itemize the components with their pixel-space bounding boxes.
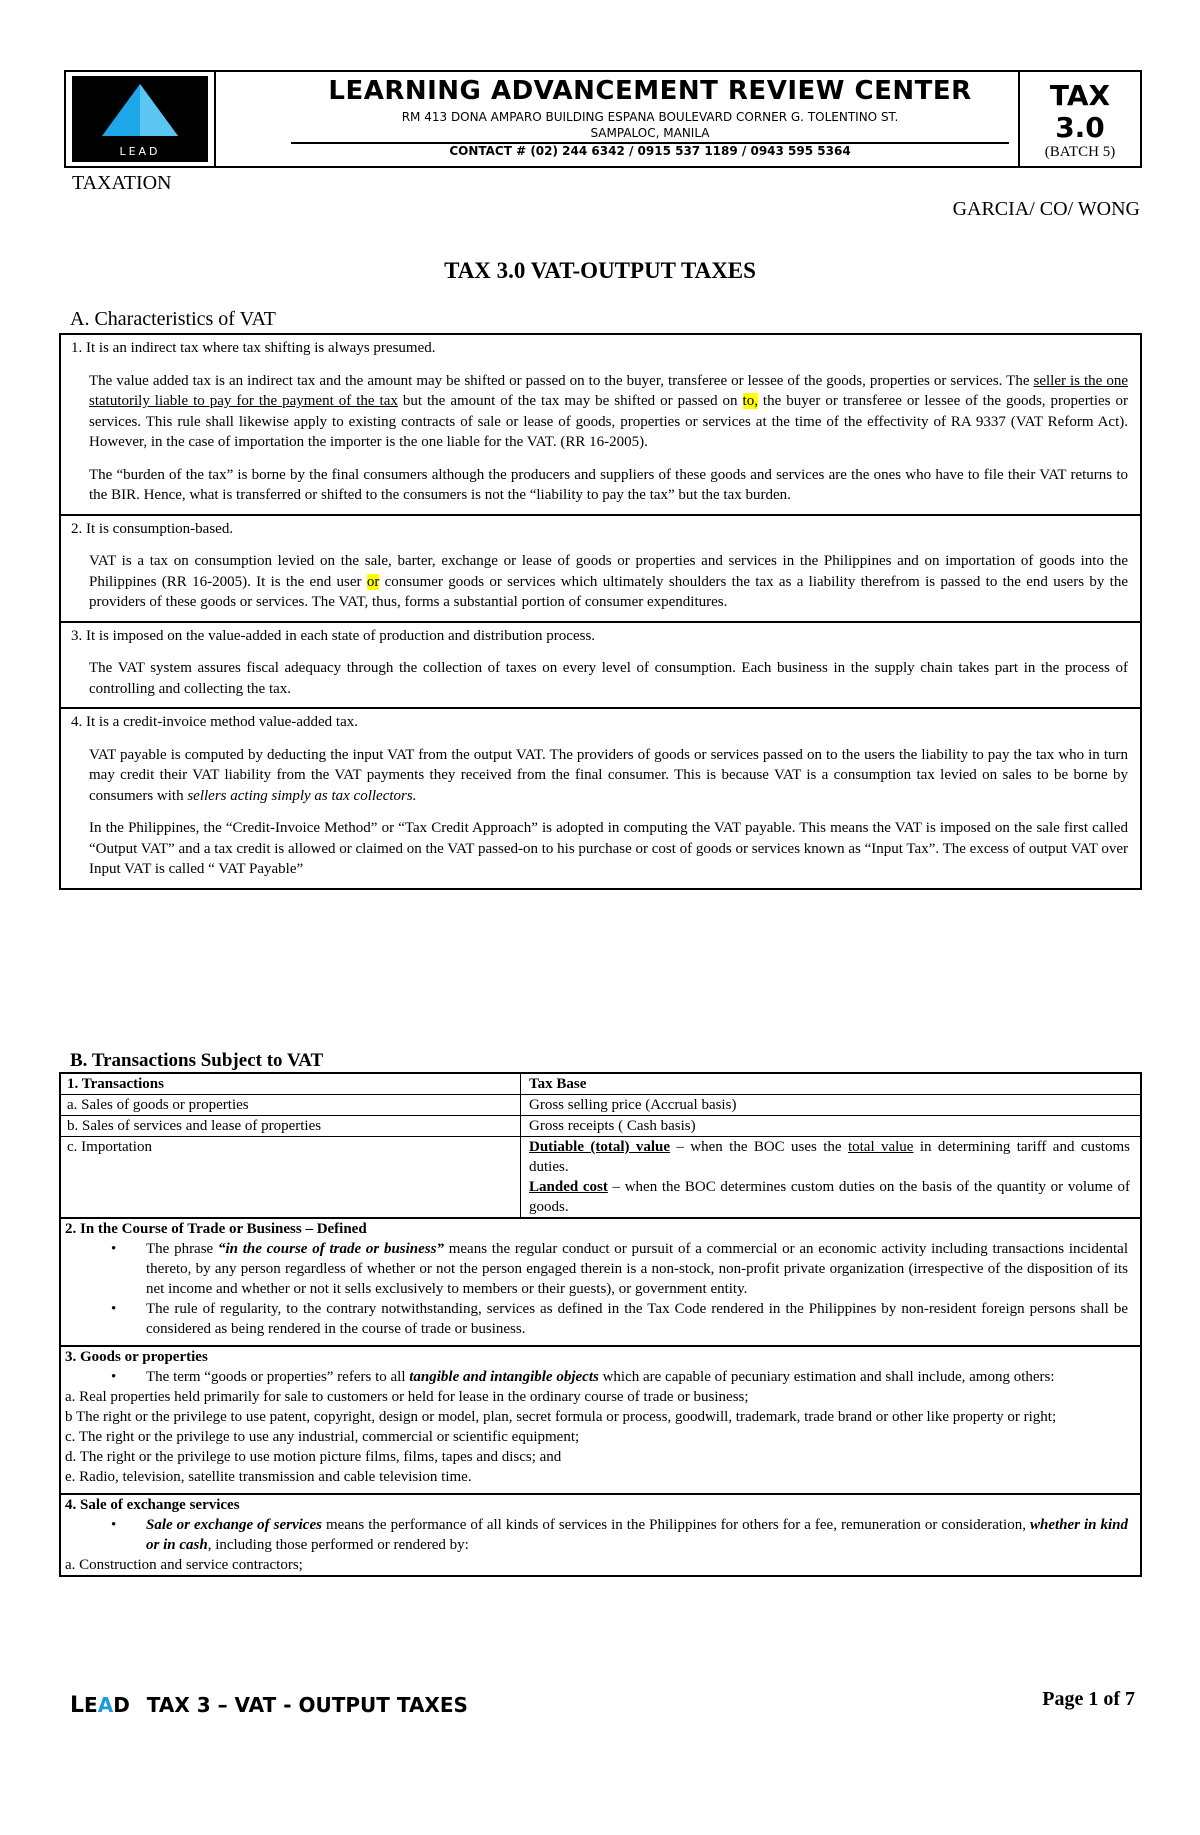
footer-logo-letter: D (113, 1693, 130, 1717)
vat-characteristic-3 (61, 621, 1140, 708)
highlight: to, (742, 393, 758, 409)
footer-brand (70, 1693, 468, 1718)
table-row (61, 1094, 1140, 1115)
section-a-box (59, 333, 1142, 890)
goods-properties-block (61, 1345, 1140, 1493)
footer-logo-letter: A (97, 1693, 114, 1717)
item-heading: 3. It is imposed on the value-added in each state of production and distribution process. (71, 627, 596, 644)
block-heading: 3. Goods or properties (65, 1349, 208, 1365)
section-b-heading: B. Transactions Subject to VAT (70, 1050, 324, 1071)
table-header: Tax Base (529, 1076, 587, 1092)
page-number: Page 1 of 7 (1042, 1688, 1135, 1710)
list-item: a. Construction and service contractors; (65, 1557, 303, 1573)
list-item: e. Radio, television, satellite transmission and cable television time. (65, 1469, 472, 1485)
course-code: TAX 3.0 (1049, 79, 1111, 144)
address (316, 109, 984, 141)
logo-text: LEAD (119, 145, 161, 158)
address-line-2: SAMPALOC, MANILA (590, 126, 710, 140)
table-cell: b. Sales of services and lease of properties (61, 1116, 521, 1136)
trade-or-business-block (61, 1217, 1140, 1345)
list-item: c. The right or the privilege to use any industrial, commercial or scientific equipment; (65, 1429, 580, 1445)
bullet-item: • Sale or exchange of services means the performance of all kinds of services in the Philippines for others for a fee, remuneration or consideration, whether in kind or in cash, including those performed or rendered by: (65, 1515, 1128, 1555)
footer-logo-letter: E (84, 1693, 98, 1717)
authors-label: GARCIA/ CO/ WONG (952, 198, 1140, 220)
item-heading: 1. It is an indirect tax where tax shifting is always presumed. (71, 340, 436, 356)
bullet-item: • The phrase “in the course of trade or business” means the regular conduct or pursuit of a commercial or an economic activity including transactions incidental thereto, by any person regardless of whether or not the person engaged therein is a non-stock, non-profit private organization (irrespective of the disposition of its net income and whether or not it sells exclusively to members or their guests), or government entity. (65, 1239, 1128, 1299)
block-heading: 2. In the Course of Trade or Business – Defined (65, 1221, 367, 1237)
address-line-1: RM 413 DONA AMPARO BUILDING ESPANA BOULEVARD CORNER G. TOLENTINO ST. (401, 110, 899, 124)
list-item: a. Real properties held primarily for sale to customers or held for lease in the ordinary course of trade or business; (65, 1389, 749, 1405)
paragraph: The VAT system assures fiscal adequacy through the collection of taxes on every level of consumption. Each business in the supply chain takes part in the process of controlling and collecting the tax. (89, 660, 1128, 697)
footer-title: TAX 3 – VAT - OUTPUT TAXES (146, 1693, 468, 1717)
bullet-item: • The term “goods or properties” refers to all tangible and intangible objects which are capable of pecuniary estimation and shall include, among others: (65, 1367, 1128, 1387)
footer-logo-letter: L (70, 1693, 85, 1718)
paragraph: VAT payable is computed by deducting the input VAT from the output VAT. The providers of goods or services passed on to the users the liability to pay the tax who in turn may credit their VAT liability from the VAT payments they received from the final consumer. This is because VAT is a consumption tax levied on sales to be borne by consumers with sellers acting simply as tax collectors. (89, 746, 1128, 804)
bullet-item: • The rule of regularity, to the contrary notwithstanding, services as defined in the Tax Code rendered in the Philippines by non-resident foreign persons shall be considered as being rendered in the course of trade or business. (65, 1299, 1128, 1339)
code-cell (1018, 72, 1140, 166)
paragraph: The “burden of the tax” is borne by the final consumers although the producers and suppliers of these goods and services are the ones who have to file their VAT returns to the BIR. Hence, what is transferred or shifted to the consumers is not the “liability to pay the tax” but the tax burden. (89, 466, 1128, 503)
center-title: LEARNING ADVANCEMENT REVIEW CENTER (328, 76, 972, 106)
sale-of-services-block (61, 1493, 1140, 1575)
page-title: TAX 3.0 VAT-OUTPUT TAXES (444, 258, 756, 283)
table-cell: a. Sales of goods or properties (61, 1095, 521, 1115)
list-item: b The right or the privilege to use patent, copyright, design or model, plan, secret formula or process, goodwill, trademark, trade brand or other like property or right; (65, 1409, 1057, 1425)
list-item: d. The right or the privilege to use motion picture films, films, tapes and discs; and (65, 1449, 562, 1465)
letterhead (64, 70, 1142, 168)
table-cell: Dutiable (total) value – when the BOC uses the total value in determining tariff and customs duties. Landed cost – when the BOC determines custom duties on the basis of the quantity or volume of goods. (529, 1139, 1130, 1215)
table-row (61, 1115, 1140, 1136)
table-row (61, 1074, 1140, 1094)
subject-label: TAXATION (72, 172, 172, 194)
table-cell: c. Importation (61, 1137, 521, 1217)
batch-label: (BATCH 5) (1044, 144, 1116, 160)
paragraph: VAT is a tax on consumption levied on the sale, barter, exchange or lease of goods or properties and services in the Philippines and on importation of goods into the Philippines (RR 16-2005). It is the end user or consumer goods or services which ultimately shoulders the tax as a liability therefrom is passed to the end users by the providers of these goods or services. The VAT, thus, forms a substantial portion of consumer expenditures. (89, 553, 1128, 610)
item-heading: 2. It is consumption-based. (71, 520, 234, 537)
table-row (61, 1136, 1140, 1217)
vat-characteristic-4 (61, 707, 1140, 888)
contact-line: CONTACT # (02) 244 6342 / 0915 537 1189 / 0943 595 5364 (449, 144, 851, 158)
section-a-heading: A. Characteristics of VAT (70, 308, 276, 330)
table-cell: Gross receipts ( Cash basis) (529, 1118, 696, 1134)
table-cell: Gross selling price (Accrual basis) (529, 1097, 737, 1113)
logo-cell (66, 72, 216, 166)
block-heading: 4. Sale of exchange services (65, 1497, 240, 1513)
paragraph: In the Philippines, the “Credit-Invoice Method” or “Tax Credit Approach” is adopted in computing the VAT payable. This means the VAT is imposed on the sale first called “Output VAT” and a tax credit is allowed or claimed on the VAT passed-on to his purchase or cost of goods or services known as “Input Tax”. The excess of output VAT over Input VAT is called “ VAT Payable” (89, 820, 1128, 877)
vat-characteristic-1 (61, 335, 1140, 514)
table-header: 1. Transactions (61, 1074, 521, 1094)
vat-characteristic-2 (61, 514, 1140, 621)
paragraph: The value added tax is an indirect tax and the amount may be shifted or passed on to the buyer, transferee or lessee of the goods, properties or services. The seller is the one statutorily liable to pay for the payment of the tax but the amount of the tax may be shifted or passed on to, the buyer or transferee or lessee of the goods, properties or services. This rule shall likewise apply to existing contracts of sale or lease of goods, properties or services at the time of the effectivity of RA 9337 (VAT Reform Act). However, in the case of importation the importer is the one liable for the VAT. (RR 16-2005). (89, 372, 1128, 450)
center-cell (216, 72, 1084, 166)
lead-logo (72, 76, 208, 162)
highlight: or (366, 573, 380, 590)
section-b-box (59, 1072, 1142, 1577)
item-heading: 4. It is a credit-invoice method value-added tax. (71, 714, 358, 730)
